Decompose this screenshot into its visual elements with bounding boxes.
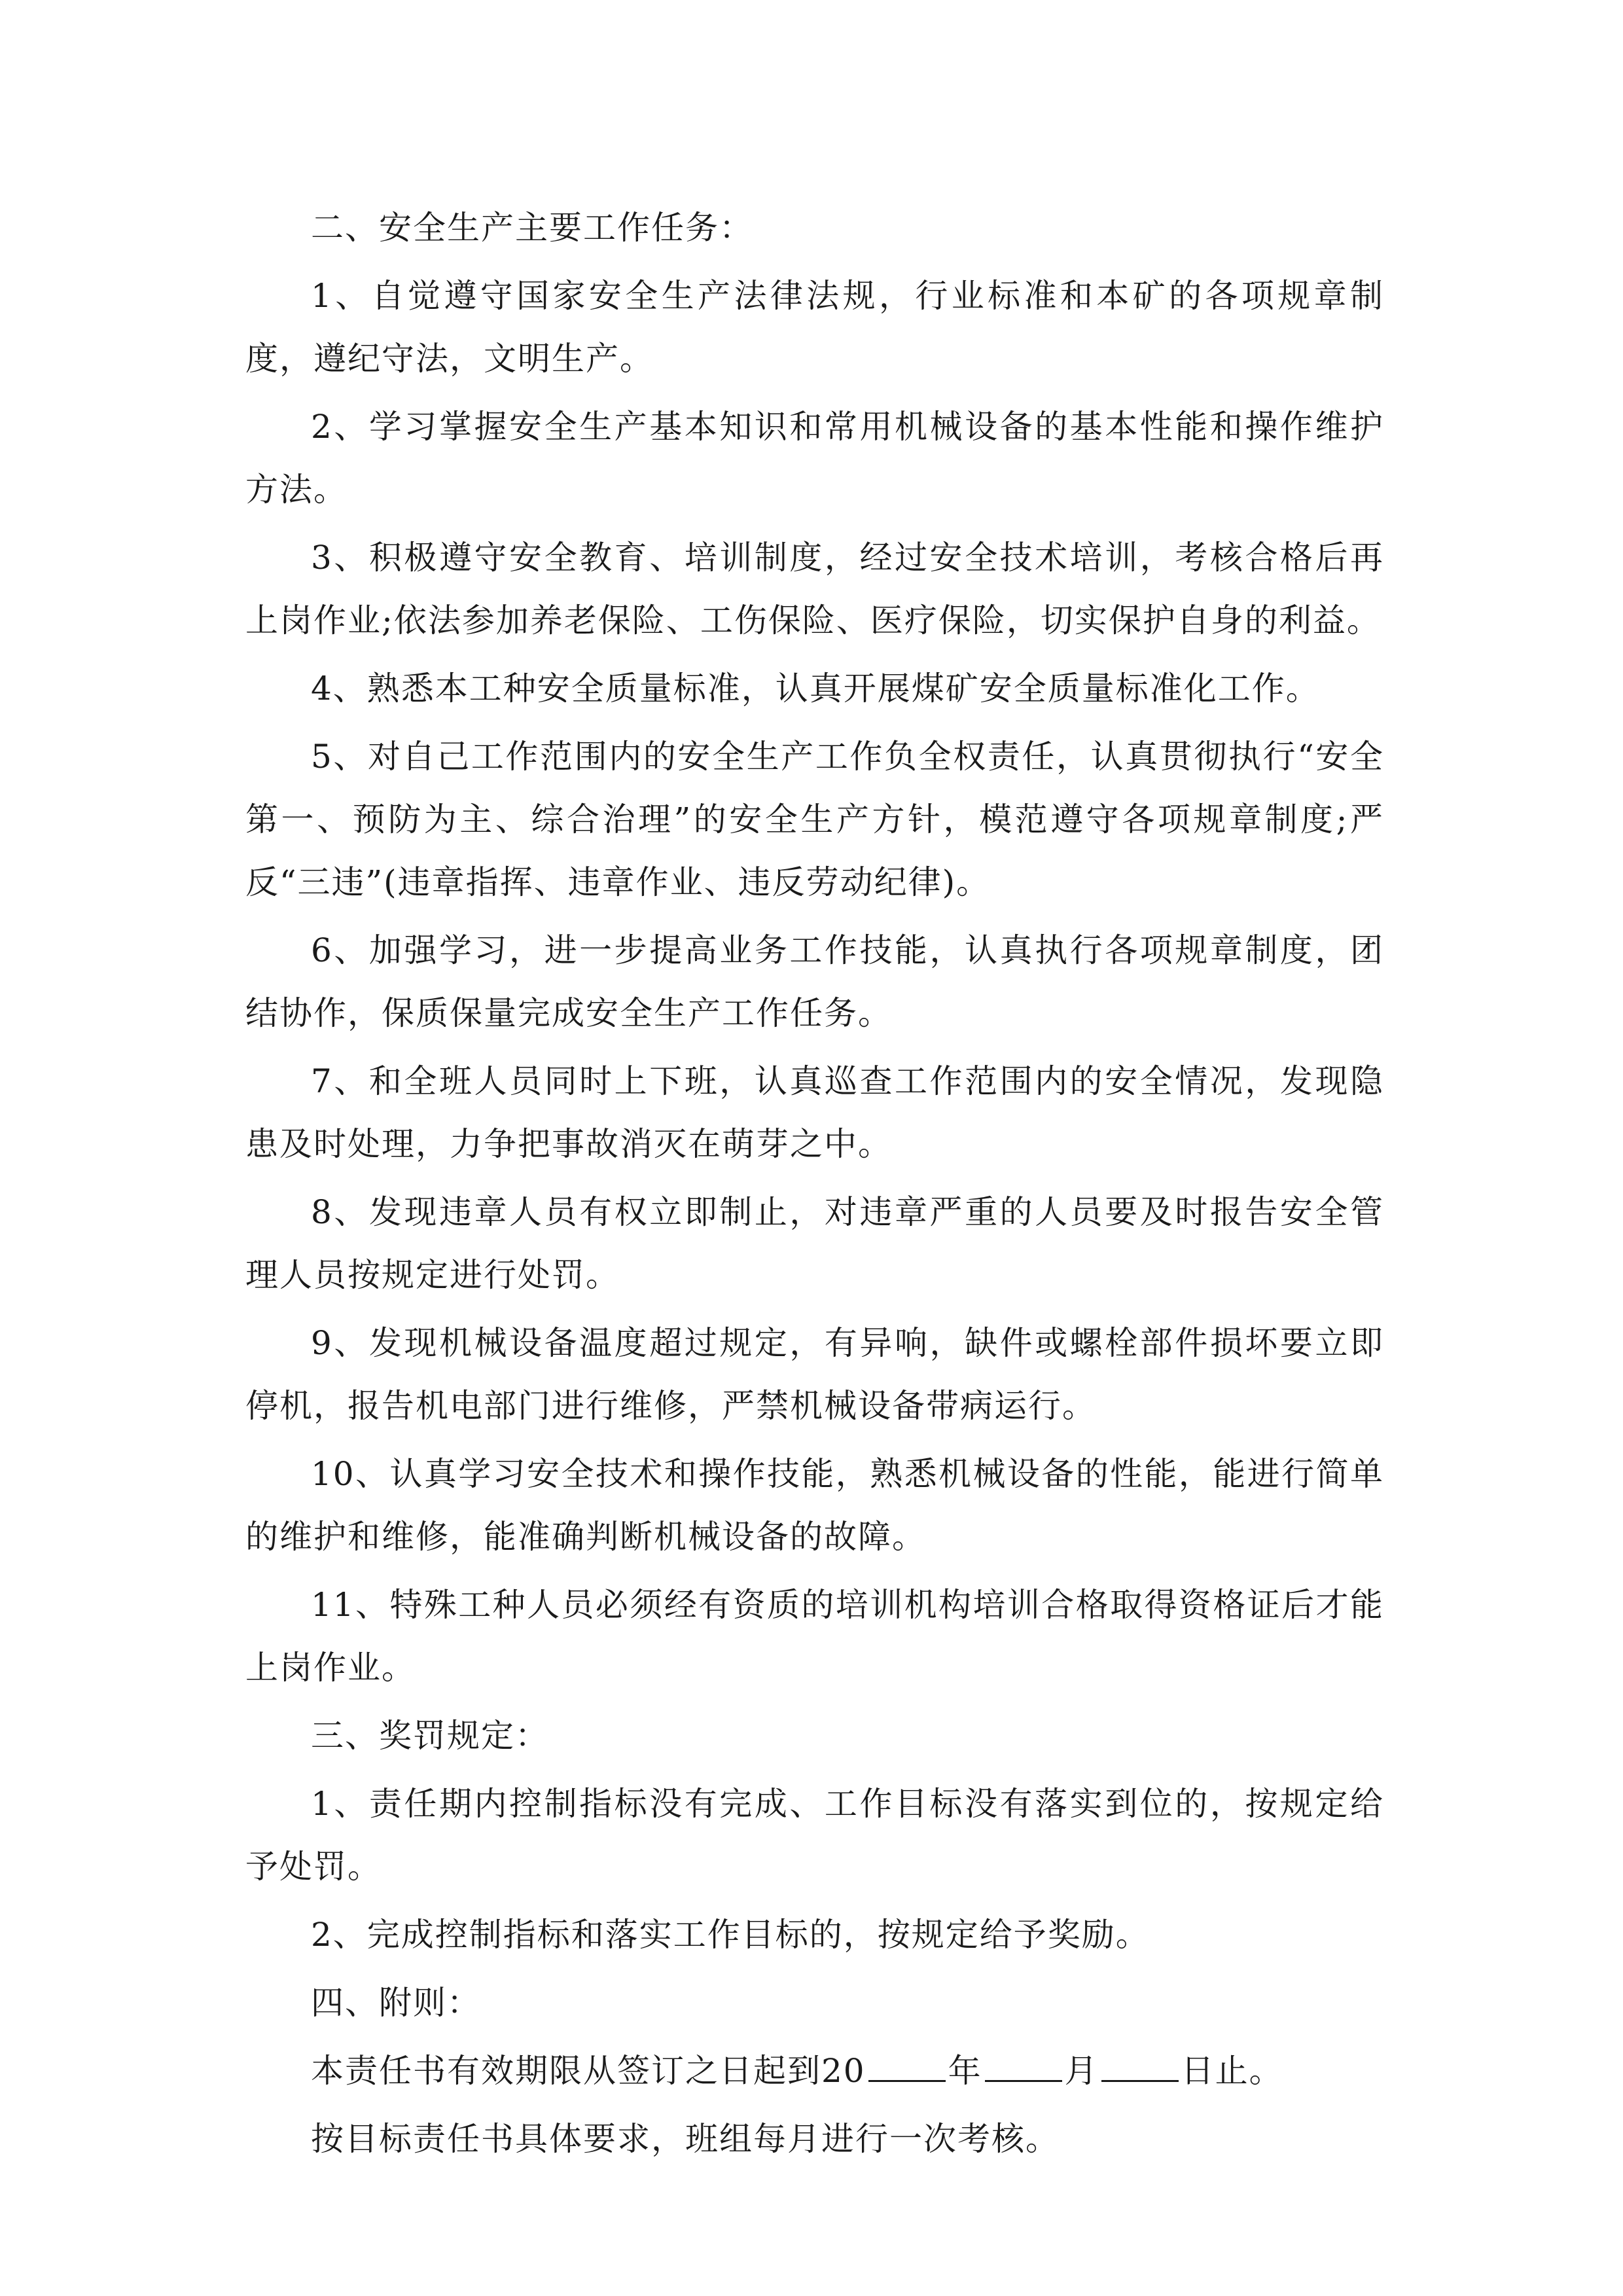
section-heading-rewards: 三、奖罚规定：: [311, 1717, 549, 1755]
month-blank: [985, 2051, 1062, 2082]
validity-prefix: 本责任书有效期限从签订之日起到20: [311, 2052, 866, 2090]
task-item-11: 11、特殊工种人员必须经有资质的培训机构培训合格取得资格证后才能上岗作业。: [245, 1586, 1384, 1687]
document-body: [245, 196, 1384, 2176]
task-item-5: 5、对自己工作范围内的安全生产工作负全权责任，认真贯彻执行“安全第一、预防为主、综合治理”的安全生产方针，模范遵守各项规章制度;严反“三违”(违章指挥、违章作业、违反劳动纪律)。: [245, 738, 1384, 901]
day-blank: [1101, 2051, 1179, 2082]
day-suffix: 日止。: [1181, 2052, 1283, 2090]
closing-line: 按目标责任书具体要求，班组每月进行一次考核。: [311, 2120, 1060, 2158]
year-blank: [868, 2051, 946, 2082]
section-heading-appendix: 四、附则：: [311, 1984, 481, 2022]
task-item-7: 7、和全班人员同时上下班，认真巡查工作范围内的安全情况，发现隐患及时处理，力争把事故消灭在萌芽之中。: [245, 1062, 1384, 1163]
task-item-6: 6、加强学习，进一步提高业务工作技能，认真执行各项规章制度，团结协作，保质保量完成安全生产工作任务。: [245, 931, 1384, 1032]
task-item-3: 3、积极遵守安全教育、培训制度，经过安全技术培训，考核合格后再上岗作业;依法参加养老保险、工伤保险、医疗保险，切实保护自身的利益。: [245, 539, 1384, 639]
reward-item-2: 2、完成控制指标和落实工作目标的，按规定给予奖励。: [311, 1916, 1150, 1954]
section-heading-tasks: 二、安全生产主要工作任务：: [311, 209, 753, 247]
task-item-10: 10、认真学习安全技术和操作技能，熟悉机械设备的性能，能进行简单的维护和维修，能准确判断机械设备的故障。: [245, 1455, 1384, 1556]
task-item-2: 2、学习掌握安全生产基本知识和常用机械设备的基本性能和操作维护方法。: [245, 408, 1384, 509]
month-unit: 月: [1064, 2052, 1099, 2090]
task-item-8: 8、发现违章人员有权立即制止，对违章严重的人员要及时报告安全管理人员按规定进行处罚。: [245, 1193, 1384, 1294]
task-item-4: 4、熟悉本工种安全质量标准，认真开展煤矿安全质量标准化工作。: [311, 670, 1320, 708]
reward-item-1: 1、责任期内控制指标没有完成、工作目标没有落实到位的，按规定给予处罚。: [245, 1785, 1384, 1886]
year-unit: 年: [948, 2052, 982, 2090]
task-item-1: 1、自觉遵守国家安全生产法律法规，行业标准和本矿的各项规章制度，遵纪守法，文明生产。: [245, 277, 1384, 378]
validity-line: [245, 2039, 1384, 2102]
task-item-9: 9、发现机械设备温度超过规定，有异响，缺件或螺栓部件损坏要立即停机，报告机电部门进行维修，严禁机械设备带病运行。: [245, 1324, 1384, 1425]
